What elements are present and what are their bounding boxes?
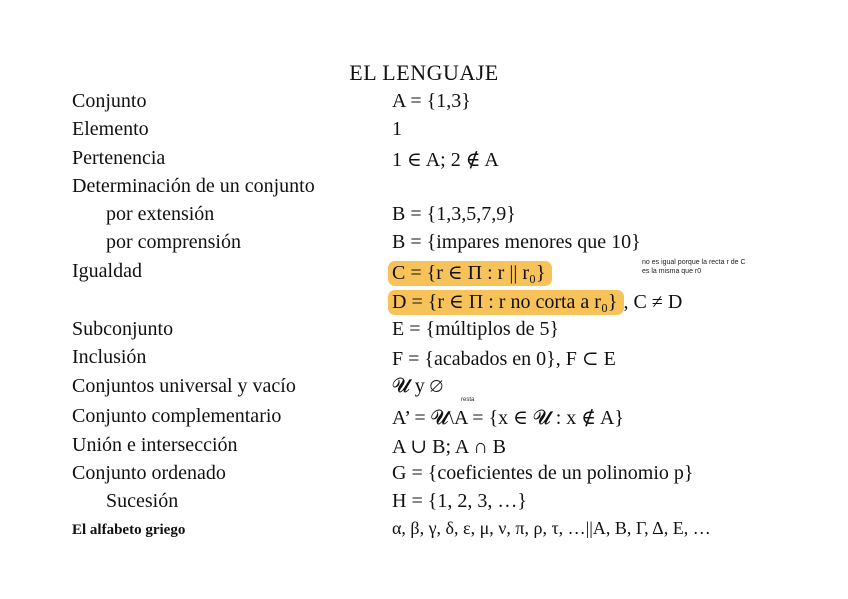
row-por-comprension (0, 231, 848, 259)
term-label: Elemento (72, 118, 149, 140)
term-label: Inclusión (72, 346, 147, 368)
term-label: Conjunto complementario (72, 405, 282, 427)
row-complementario (0, 405, 848, 433)
margin-note: resta (461, 397, 475, 403)
margin-note: no es igual porque la recta r de C es la misma que r0 (642, 259, 746, 275)
definition: A = {1,3} (392, 90, 471, 112)
definition: α, β, γ, δ, ε, μ, ν, π, ρ, τ, …||Α, Β, Γ, Δ, Ε, … (392, 518, 711, 538)
row-igualdad (0, 260, 848, 288)
definition: A ∪ B; A ∩ B (392, 436, 507, 458)
row-conjunto (0, 90, 848, 118)
definition: H = {1, 2, 3, …} (392, 490, 527, 512)
definition: B = {impares menores que 10} (392, 231, 641, 253)
term-label: Conjuntos universal y vacío (72, 375, 296, 397)
row-pertenencia (0, 147, 848, 175)
row-subconjunto (0, 318, 848, 346)
page-title: EL LENGUAJE (349, 60, 499, 85)
definition: 1 ∈ A; 2 ∉ A (392, 149, 499, 171)
definition: F = {acabados en 0}, F ⊂ E (392, 348, 616, 370)
row-universal-vacio (0, 375, 848, 403)
definition: 1 (392, 118, 402, 140)
row-elemento (0, 118, 848, 146)
term-label: Igualdad (72, 260, 142, 282)
highlight-mark: D = {r ∈ Π : r no corta a r₀} (388, 290, 624, 315)
definition: G = {coeficientes de un polinomio p} (392, 462, 694, 484)
row-determinacion (0, 175, 848, 203)
term-label: Subconjunto (72, 318, 174, 340)
term-label: Determinación de un conjunto (72, 175, 315, 197)
row-igualdad-d (0, 289, 848, 317)
row-ordenado (0, 462, 848, 490)
definition: 𝓤 y ∅ (392, 375, 443, 397)
term-label: Conjunto (72, 90, 147, 112)
term-label: El alfabeto griego (72, 522, 186, 538)
definition-highlighted (392, 260, 552, 285)
term-label: Sucesión (106, 490, 179, 512)
row-inclusion (0, 346, 848, 374)
definition (392, 289, 682, 314)
term-label: Unión e intersección (72, 434, 238, 456)
term-label: Conjunto ordenado (72, 462, 226, 484)
definition: E = {múltiplos de 5} (392, 318, 560, 340)
definition: A’ = 𝓤\A = {x ∈ 𝓤 : x ∉ A} (392, 407, 625, 429)
row-por-extension (0, 203, 848, 231)
term-label: por extensión (106, 203, 215, 225)
definition: B = {1,3,5,7,9} (392, 203, 516, 225)
definition-rest: , C ≠ D (623, 291, 683, 313)
term-label: Pertenencia (72, 147, 166, 169)
row-alfabeto-griego (0, 518, 848, 546)
row-sucesion (0, 490, 848, 518)
row-union-interseccion (0, 434, 848, 462)
highlight-mark: C = {r ∈ Π : r || r₀} (388, 261, 552, 286)
term-label: por comprensión (106, 231, 241, 253)
